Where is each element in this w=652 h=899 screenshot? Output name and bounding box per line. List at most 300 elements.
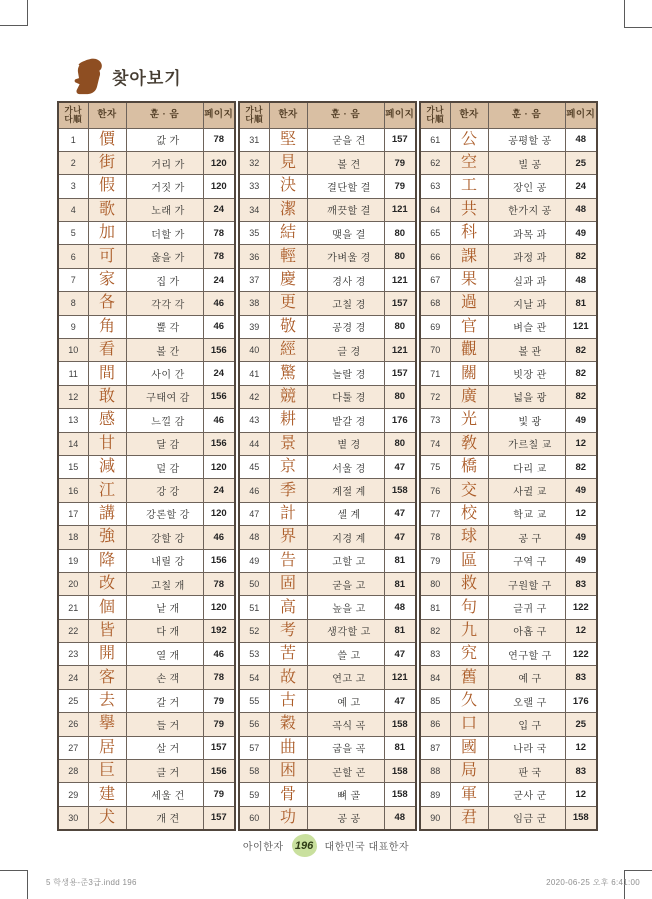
index-row	[420, 713, 597, 736]
hun-eum-reading: 더할 가	[126, 222, 203, 245]
column-header-hanja: 한자	[88, 102, 126, 128]
page-title: 찾아보기	[112, 69, 182, 88]
index-row	[58, 175, 235, 198]
page-reference: 49	[565, 222, 597, 245]
hanja-character: 季	[269, 479, 307, 502]
hanja-character: 共	[450, 198, 488, 221]
hanja-character: 工	[450, 175, 488, 198]
order-number: 65	[420, 222, 450, 245]
index-row	[420, 666, 597, 689]
page-reference: 49	[565, 526, 597, 549]
page-reference: 24	[565, 175, 597, 198]
order-number: 18	[58, 526, 88, 549]
index-row	[58, 151, 235, 174]
hun-eum-reading: 볼 견	[307, 151, 384, 174]
order-number: 55	[239, 689, 269, 712]
index-row	[58, 783, 235, 806]
index-row	[420, 455, 597, 478]
index-row	[420, 175, 597, 198]
hanja-character: 耕	[269, 409, 307, 432]
order-number: 70	[420, 339, 450, 362]
hun-eum-reading: 강할 강	[126, 526, 203, 549]
page-reference: 80	[384, 432, 416, 455]
hanja-character: 競	[269, 385, 307, 408]
hanja-character: 降	[88, 549, 126, 572]
column-header-reading: 훈 · 음	[307, 102, 384, 128]
index-row	[239, 479, 416, 502]
index-row	[420, 643, 597, 666]
hanja-character: 骨	[269, 783, 307, 806]
index-row	[239, 409, 416, 432]
index-row	[239, 455, 416, 478]
index-tables	[57, 101, 598, 831]
index-row	[58, 268, 235, 291]
hun-eum-reading: 밭갈 경	[307, 409, 384, 432]
index-row	[420, 479, 597, 502]
hun-eum-reading: 생각할 고	[307, 619, 384, 642]
index-row	[420, 128, 597, 151]
crop-mark-top-right	[624, 0, 652, 28]
order-number: 75	[420, 455, 450, 478]
order-number: 40	[239, 339, 269, 362]
order-number: 71	[420, 362, 450, 385]
page-reference: 176	[565, 689, 597, 712]
index-row	[420, 222, 597, 245]
hun-eum-reading: 글 경	[307, 339, 384, 362]
index-table-1	[57, 101, 236, 831]
section-header	[70, 58, 182, 95]
hun-eum-reading: 빗장 관	[488, 362, 565, 385]
page-reference: 47	[384, 526, 416, 549]
page-reference: 48	[565, 268, 597, 291]
index-row	[420, 292, 597, 315]
index-row	[239, 643, 416, 666]
page-reference: 78	[203, 222, 235, 245]
hun-eum-reading: 가벼울 경	[307, 245, 384, 268]
page-number-badge: 196	[292, 834, 317, 857]
page-reference: 120	[203, 502, 235, 525]
page-reference: 48	[384, 596, 416, 619]
page-reference: 24	[203, 479, 235, 502]
hun-eum-reading: 고칠 경	[307, 292, 384, 315]
index-row	[239, 760, 416, 783]
order-number: 61	[420, 128, 450, 151]
order-number: 21	[58, 596, 88, 619]
hanja-character: 固	[269, 572, 307, 595]
index-row	[239, 783, 416, 806]
hun-eum-reading: 공 공	[307, 806, 384, 829]
order-number: 80	[420, 572, 450, 595]
hun-eum-reading: 연구할 구	[488, 643, 565, 666]
hanja-character: 減	[88, 455, 126, 478]
hun-eum-reading: 각각 각	[126, 292, 203, 315]
hanja-character: 關	[450, 362, 488, 385]
page-reference: 49	[565, 549, 597, 572]
hanja-character: 救	[450, 572, 488, 595]
page-reference: 82	[565, 455, 597, 478]
hun-eum-reading: 다 개	[126, 619, 203, 642]
hanja-character: 九	[450, 619, 488, 642]
crop-mark-top-left	[0, 0, 28, 26]
page-reference: 157	[203, 806, 235, 829]
index-row	[239, 128, 416, 151]
hun-eum-reading: 강론할 강	[126, 502, 203, 525]
hun-eum-reading: 사이 간	[126, 362, 203, 385]
index-row	[420, 526, 597, 549]
index-row	[420, 760, 597, 783]
hanja-character: 究	[450, 643, 488, 666]
index-row	[239, 806, 416, 829]
order-number: 37	[239, 268, 269, 291]
index-row	[239, 315, 416, 338]
hun-eum-reading: 옳을 가	[126, 245, 203, 268]
page-reference: 78	[203, 666, 235, 689]
hun-eum-reading: 입 구	[488, 713, 565, 736]
order-number: 54	[239, 666, 269, 689]
page-reference: 12	[565, 619, 597, 642]
index-row	[239, 362, 416, 385]
hun-eum-reading: 집 가	[126, 268, 203, 291]
index-row	[239, 175, 416, 198]
page-reference: 24	[203, 362, 235, 385]
index-row	[420, 315, 597, 338]
page-reference: 158	[384, 783, 416, 806]
hanja-character: 句	[450, 596, 488, 619]
column-header-page: 페이지	[384, 102, 416, 128]
index-row	[420, 502, 597, 525]
order-number: 41	[239, 362, 269, 385]
index-row	[420, 339, 597, 362]
order-number: 84	[420, 666, 450, 689]
order-number: 7	[58, 268, 88, 291]
hun-eum-reading: 서울 경	[307, 455, 384, 478]
hun-eum-reading: 느낄 감	[126, 409, 203, 432]
hanja-character: 個	[88, 596, 126, 619]
order-number: 17	[58, 502, 88, 525]
page-reference: 82	[565, 385, 597, 408]
hanja-character: 區	[450, 549, 488, 572]
column-header-hanja: 한자	[450, 102, 488, 128]
page-reference: 49	[565, 409, 597, 432]
page-reference: 122	[565, 596, 597, 619]
page-reference: 156	[203, 549, 235, 572]
page-reference: 46	[203, 526, 235, 549]
order-number: 27	[58, 736, 88, 759]
order-number: 44	[239, 432, 269, 455]
hanja-character: 公	[450, 128, 488, 151]
hanja-character: 街	[88, 151, 126, 174]
index-row	[239, 151, 416, 174]
index-row	[239, 222, 416, 245]
hanja-character: 交	[450, 479, 488, 502]
page-reference: 79	[203, 783, 235, 806]
page-reference: 156	[203, 385, 235, 408]
index-row	[58, 455, 235, 478]
index-row	[58, 526, 235, 549]
hun-eum-reading: 구원할 구	[488, 572, 565, 595]
hun-eum-reading: 굳을 고	[307, 572, 384, 595]
order-number: 3	[58, 175, 88, 198]
hun-eum-reading: 공평할 공	[488, 128, 565, 151]
hanja-character: 可	[88, 245, 126, 268]
hanja-character: 軍	[450, 783, 488, 806]
hun-eum-reading: 볼 간	[126, 339, 203, 362]
hun-eum-reading: 연고 고	[307, 666, 384, 689]
hanja-character: 空	[450, 151, 488, 174]
hanja-character: 巨	[88, 760, 126, 783]
index-row	[420, 783, 597, 806]
order-number: 42	[239, 385, 269, 408]
hanja-character: 皆	[88, 619, 126, 642]
order-number: 8	[58, 292, 88, 315]
index-row	[239, 432, 416, 455]
page-reference: 47	[384, 502, 416, 525]
order-number: 64	[420, 198, 450, 221]
hanja-character: 間	[88, 362, 126, 385]
index-row	[58, 362, 235, 385]
order-number: 85	[420, 689, 450, 712]
hun-eum-reading: 곤할 곤	[307, 760, 384, 783]
index-row	[420, 385, 597, 408]
hun-eum-reading: 노래 가	[126, 198, 203, 221]
page-reference: 78	[203, 245, 235, 268]
hanja-character: 更	[269, 292, 307, 315]
page-reference: 12	[565, 736, 597, 759]
order-number: 10	[58, 339, 88, 362]
hun-eum-reading: 뼈 골	[307, 783, 384, 806]
hanja-character: 功	[269, 806, 307, 829]
hanja-character: 久	[450, 689, 488, 712]
hanja-character: 科	[450, 222, 488, 245]
index-row	[58, 432, 235, 455]
page-reference: 158	[565, 806, 597, 829]
hanja-character: 決	[269, 175, 307, 198]
index-row	[58, 666, 235, 689]
index-row	[420, 736, 597, 759]
order-number: 83	[420, 643, 450, 666]
index-row	[239, 502, 416, 525]
page-reference: 47	[384, 689, 416, 712]
hanja-character: 感	[88, 409, 126, 432]
page-reference: 25	[565, 713, 597, 736]
hanja-character: 光	[450, 409, 488, 432]
crop-mark-bottom-left	[0, 870, 28, 899]
order-number: 6	[58, 245, 88, 268]
hun-eum-reading: 거짓 가	[126, 175, 203, 198]
order-number: 73	[420, 409, 450, 432]
page-reference: 79	[203, 689, 235, 712]
page-reference: 24	[203, 198, 235, 221]
hun-eum-reading: 임금 군	[488, 806, 565, 829]
hun-eum-reading: 내릴 강	[126, 549, 203, 572]
column-header-reading: 훈 · 음	[126, 102, 203, 128]
hanja-character: 講	[88, 502, 126, 525]
hun-eum-reading: 고칠 개	[126, 572, 203, 595]
page-reference: 158	[384, 760, 416, 783]
table-header-row	[239, 102, 416, 128]
hanja-character: 家	[88, 268, 126, 291]
index-row	[58, 245, 235, 268]
hun-eum-reading: 경사 경	[307, 268, 384, 291]
hun-eum-reading: 뿔 각	[126, 315, 203, 338]
order-number: 57	[239, 736, 269, 759]
hun-eum-reading: 거리 가	[126, 151, 203, 174]
hun-eum-reading: 구태여 감	[126, 385, 203, 408]
hun-eum-reading: 곡식 곡	[307, 713, 384, 736]
page-reference: 81	[384, 549, 416, 572]
hanja-character: 校	[450, 502, 488, 525]
index-row	[58, 339, 235, 362]
index-row	[239, 736, 416, 759]
order-number: 56	[239, 713, 269, 736]
hanja-character: 穀	[269, 713, 307, 736]
index-row	[420, 596, 597, 619]
order-number: 34	[239, 198, 269, 221]
hanja-character: 計	[269, 502, 307, 525]
hun-eum-reading: 장인 공	[488, 175, 565, 198]
order-number: 1	[58, 128, 88, 151]
page-reference: 25	[565, 151, 597, 174]
order-number: 12	[58, 385, 88, 408]
hun-eum-reading: 실과 과	[488, 268, 565, 291]
order-number: 9	[58, 315, 88, 338]
hanja-character: 見	[269, 151, 307, 174]
hanja-character: 官	[450, 315, 488, 338]
order-number: 33	[239, 175, 269, 198]
table-header-row	[420, 102, 597, 128]
order-number: 30	[58, 806, 88, 829]
hun-eum-reading: 굽을 곡	[307, 736, 384, 759]
hun-eum-reading: 다리 교	[488, 455, 565, 478]
hanja-character: 強	[88, 526, 126, 549]
order-number: 24	[58, 666, 88, 689]
hanja-character: 居	[88, 736, 126, 759]
hanja-character: 舊	[450, 666, 488, 689]
index-row	[239, 619, 416, 642]
hanja-character: 果	[450, 268, 488, 291]
index-row	[420, 409, 597, 432]
page-reference: 192	[203, 619, 235, 642]
page-reference: 121	[565, 315, 597, 338]
order-number: 25	[58, 689, 88, 712]
page-reference: 121	[384, 198, 416, 221]
hanja-character: 堅	[269, 128, 307, 151]
hanja-character: 曲	[269, 736, 307, 759]
index-row	[239, 596, 416, 619]
order-number: 20	[58, 572, 88, 595]
order-number: 13	[58, 409, 88, 432]
index-row	[58, 549, 235, 572]
hanja-character: 甘	[88, 432, 126, 455]
order-number: 87	[420, 736, 450, 759]
hun-eum-reading: 클 거	[126, 760, 203, 783]
hun-eum-reading: 지경 계	[307, 526, 384, 549]
hanja-character: 景	[269, 432, 307, 455]
page-reference: 120	[203, 596, 235, 619]
hun-eum-reading: 예 구	[488, 666, 565, 689]
index-row	[239, 385, 416, 408]
order-number: 49	[239, 549, 269, 572]
page-reference: 120	[203, 175, 235, 198]
order-number: 68	[420, 292, 450, 315]
order-number: 23	[58, 643, 88, 666]
index-row	[58, 689, 235, 712]
index-row	[239, 572, 416, 595]
page-reference: 79	[384, 151, 416, 174]
hanja-character: 苦	[269, 643, 307, 666]
page-reference: 121	[384, 268, 416, 291]
page-reference: 79	[203, 713, 235, 736]
page-reference: 80	[384, 222, 416, 245]
index-row	[58, 198, 235, 221]
order-number: 69	[420, 315, 450, 338]
order-number: 67	[420, 268, 450, 291]
index-row	[58, 619, 235, 642]
hanja-character: 看	[88, 339, 126, 362]
index-row	[239, 713, 416, 736]
order-number: 32	[239, 151, 269, 174]
hun-eum-reading: 빌 공	[488, 151, 565, 174]
index-row	[58, 479, 235, 502]
page-reference: 46	[203, 409, 235, 432]
index-row	[420, 268, 597, 291]
page-reference: 156	[203, 760, 235, 783]
index-row	[239, 689, 416, 712]
column-header-page: 페이지	[565, 102, 597, 128]
order-number: 43	[239, 409, 269, 432]
page-reference: 156	[203, 432, 235, 455]
page-reference: 81	[384, 572, 416, 595]
hun-eum-reading: 오랠 구	[488, 689, 565, 712]
index-row	[239, 339, 416, 362]
index-row	[239, 526, 416, 549]
page-reference: 47	[384, 643, 416, 666]
hanja-character: 敎	[450, 432, 488, 455]
order-number: 14	[58, 432, 88, 455]
order-number: 82	[420, 619, 450, 642]
order-number: 50	[239, 572, 269, 595]
hun-eum-reading: 쓸 고	[307, 643, 384, 666]
hanja-character: 困	[269, 760, 307, 783]
index-row	[420, 689, 597, 712]
page-reference: 83	[565, 760, 597, 783]
order-number: 19	[58, 549, 88, 572]
hun-eum-reading: 판 국	[488, 760, 565, 783]
hanja-character: 去	[88, 689, 126, 712]
index-row	[58, 222, 235, 245]
table-header-row	[58, 102, 235, 128]
hanja-character: 課	[450, 245, 488, 268]
hanja-character: 廣	[450, 385, 488, 408]
page-reference: 12	[565, 432, 597, 455]
page-reference: 80	[384, 245, 416, 268]
order-number: 22	[58, 619, 88, 642]
hun-eum-reading: 강 강	[126, 479, 203, 502]
index-row	[239, 549, 416, 572]
order-number: 47	[239, 502, 269, 525]
hun-eum-reading: 벼슬 관	[488, 315, 565, 338]
order-number: 26	[58, 713, 88, 736]
page-reference: 176	[384, 409, 416, 432]
page-footer	[0, 834, 652, 857]
order-number: 45	[239, 455, 269, 478]
hanja-character: 價	[88, 128, 126, 151]
page-reference: 158	[384, 479, 416, 502]
hanja-character: 驚	[269, 362, 307, 385]
page-reference: 48	[565, 198, 597, 221]
file-name-slug: 5 학생용-준3급.indd 196	[46, 878, 137, 887]
order-number: 15	[58, 455, 88, 478]
